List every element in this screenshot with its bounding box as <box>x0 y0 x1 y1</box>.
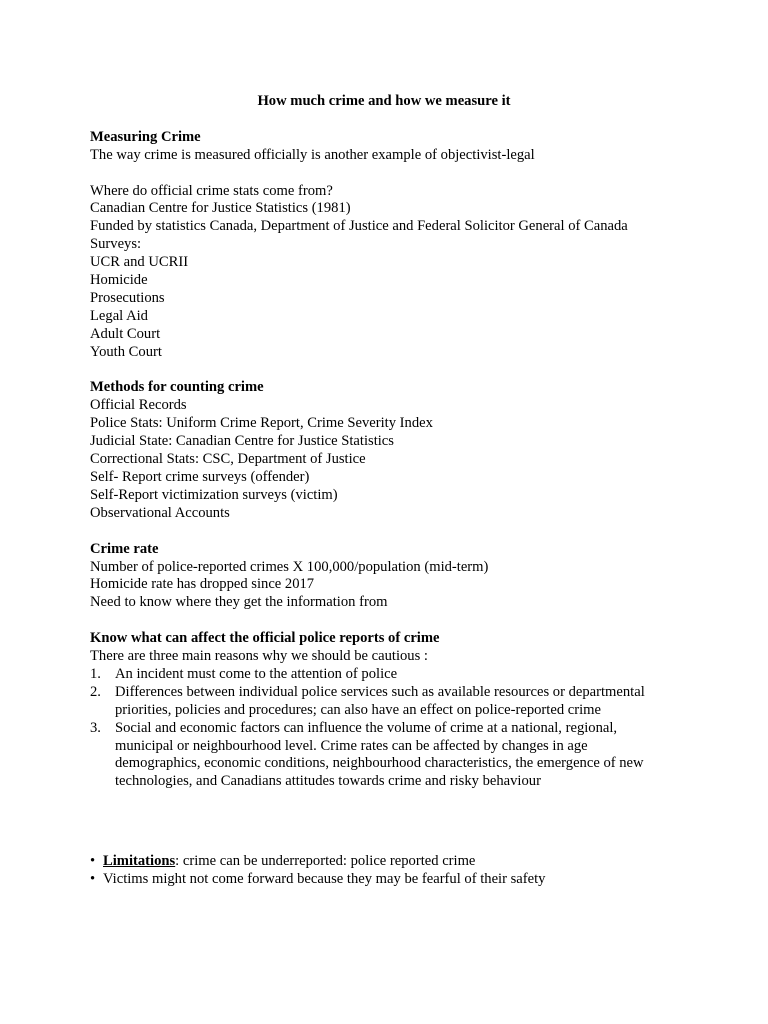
bullet-list <box>90 853 670 889</box>
text-line: Youth Court <box>90 343 162 360</box>
text-line: Number of police-reported crimes X 100,000/population (mid-term) <box>90 558 489 575</box>
section-affect <box>90 630 670 791</box>
list-item <box>90 684 670 720</box>
reasons-list <box>90 666 670 791</box>
list-item-text: : crime can be underreported: police reported crime <box>175 853 476 870</box>
section-heading: Methods for counting crime <box>90 379 264 396</box>
list-item <box>90 871 670 889</box>
list-item-text: An incident must come to the attention of police <box>115 665 398 682</box>
document-title: How much crime and how we measure it <box>257 93 511 109</box>
list-number: 1. <box>90 665 101 682</box>
section-measuring-crime <box>90 129 670 362</box>
text-line: Police Stats: Uniform Crime Report, Crime Severity Index <box>90 415 433 432</box>
list-item <box>90 853 670 871</box>
text-line: Judicial State: Canadian Centre for Justice Statistics <box>90 433 394 450</box>
section-methods <box>90 379 670 522</box>
list-item-text: Differences between individual police services such as available resources or departmental priorities, policies and procedures; can also have an effect on police-reported crime <box>115 683 645 718</box>
text-line: UCR and UCRII <box>90 254 189 271</box>
bullet-icon: • <box>90 853 96 870</box>
blank-line <box>90 612 670 630</box>
text-line: Self-Report victimization surveys (victim) <box>90 486 338 503</box>
section-intro: There are three main reasons why we should be cautious : <box>90 648 428 665</box>
text-line: Homicide <box>90 272 148 289</box>
list-item <box>90 666 670 684</box>
section-intro: The way crime is measured officially is another example of objectivist-legal <box>90 146 535 163</box>
document-page <box>90 93 670 889</box>
section-crime-rate <box>90 541 670 613</box>
list-item-text: Social and economic factors can influence the volume of crime at a national, regional, municipal or neighbourhood level. Crime rates can be affected by changes in age demographics, economic conditions, neighbourhood characteristics, the emergence of new technologies, and Canadians attitudes towards crime and risky behaviour <box>115 719 644 790</box>
text-line: Prosecutions <box>90 289 165 306</box>
list-number: 3. <box>90 719 101 736</box>
text-line: Canadian Centre for Justice Statistics (1981) <box>90 200 351 217</box>
bullet-icon: • <box>90 871 96 888</box>
list-item-text: Victims might not come forward because they may be fearful of their safety <box>103 871 546 888</box>
blank-line <box>90 362 670 380</box>
text-line: Surveys: <box>90 236 142 253</box>
section-heading: Measuring Crime <box>90 128 201 145</box>
section-heading: Crime rate <box>90 540 159 557</box>
text-line: Observational Accounts <box>90 504 230 521</box>
blank-line <box>90 165 670 183</box>
text-line: Need to know where they get the information from <box>90 594 388 611</box>
blank-line <box>90 523 670 541</box>
list-number: 2. <box>90 683 101 700</box>
text-line: Adult Court <box>90 325 161 342</box>
text-line: Funded by statistics Canada, Department of Justice and Federal Solicitor General of Canada <box>90 218 628 235</box>
section-heading: Know what can affect the official police reports of crime <box>90 630 440 647</box>
text-line: Homicide rate has dropped since 2017 <box>90 576 315 593</box>
text-line: Where do official crime stats come from? <box>90 182 333 199</box>
text-line: Legal Aid <box>90 307 148 324</box>
text-line: Correctional Stats: CSC, Department of Justice <box>90 451 366 468</box>
blank-space <box>90 791 670 853</box>
limitations-label: Limitations <box>103 853 176 870</box>
text-line: Self- Report crime surveys (offender) <box>90 468 310 485</box>
text-line: Official Records <box>90 397 187 414</box>
list-item <box>90 720 670 792</box>
